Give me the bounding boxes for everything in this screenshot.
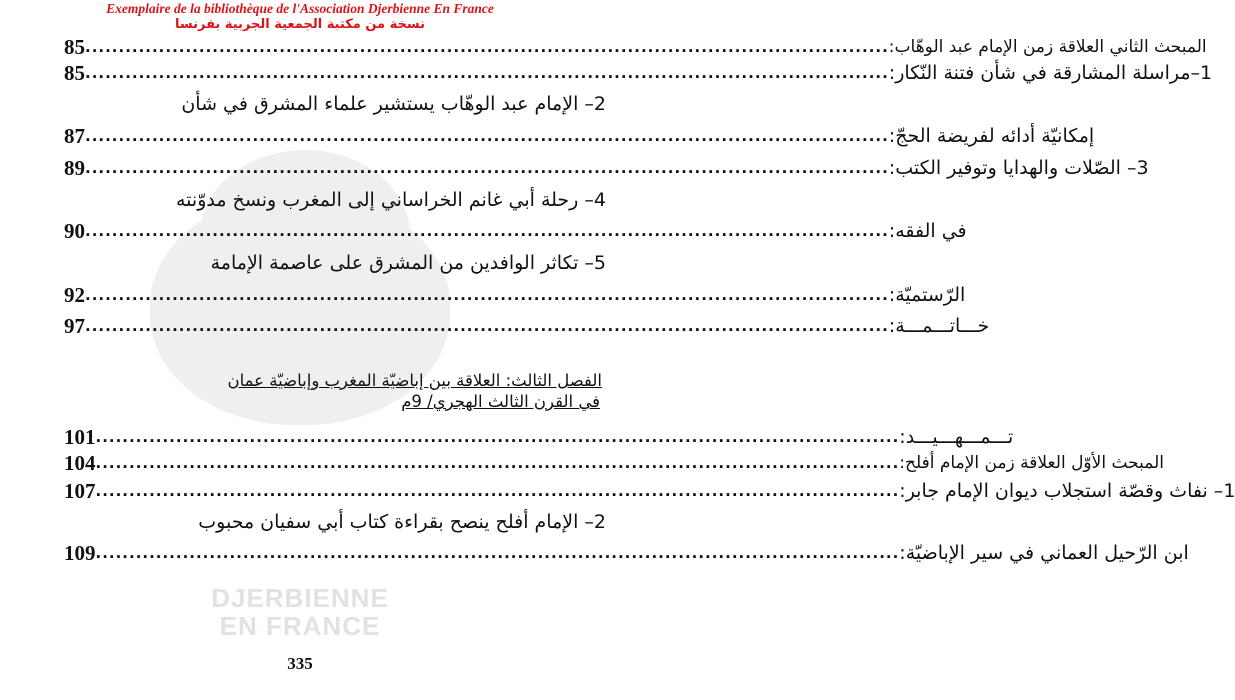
chapter-title-line1: الفصل الثالث: العلاقة بين إباضيّة المغرب وإباضيّة عمان — [227, 371, 602, 390]
toc-page-number: 101 — [64, 425, 96, 449]
toc-entry — [64, 89, 606, 119]
toc-entry — [64, 448, 1164, 478]
dot-leader — [85, 64, 889, 82]
toc-entry — [64, 153, 1149, 183]
toc-page-number: 107 — [64, 479, 96, 503]
dot-leader — [96, 544, 900, 562]
dot-leader — [96, 428, 900, 446]
toc-entry — [64, 58, 1213, 88]
toc-entry — [64, 185, 606, 215]
toc-page-number: 109 — [64, 541, 96, 565]
dot-leader — [96, 454, 900, 472]
toc-entry-title: المبحث الثاني العلاقة زمن الإمام عبد الوهّاب: — [888, 37, 1207, 57]
dot-leader — [96, 482, 900, 500]
toc-entry-title: 2– الإمام عبد الوهّاب يستشير علماء المشرق في شأن — [181, 93, 606, 115]
toc-page-number: 90 — [64, 219, 85, 243]
dot-leader — [85, 127, 889, 145]
toc-page-number: 87 — [64, 124, 85, 148]
toc-page-number: 92 — [64, 283, 85, 307]
library-watermark-ar: نسخة من مكتبة الجمعية الجربية بفرنسا — [175, 17, 425, 32]
toc-entry-title: في الفقه: — [888, 220, 967, 242]
dot-leader — [85, 222, 889, 240]
toc-page-number: 85 — [64, 35, 85, 59]
toc-entry — [64, 311, 990, 341]
dot-leader — [85, 317, 889, 335]
toc-entry-title: 4– رحلة أبي غانم الخراساني إلى المغرب ونسخ مدوّنته — [175, 189, 606, 211]
toc-entry — [64, 538, 1189, 568]
library-watermark-fr: Exemplaire de la bibliothèque de l'Association Djerbienne En France — [106, 1, 494, 16]
toc-entry-title: 5– تكاثر الوافدين من المشرق على عاصمة الإمامة — [210, 252, 606, 274]
dot-leader — [85, 38, 889, 56]
toc-entry-title: إمكانيّة أدائه لفريضة الحجّ: — [888, 125, 1095, 147]
chapter-title-line2: في القرن الثالث الهجري/ 9م — [401, 392, 600, 411]
dot-leader — [85, 286, 889, 304]
toc-page-number: 97 — [64, 314, 85, 338]
toc-entry-title: 1–مراسلة المشارقة في شأن فتنة النّكار: — [888, 62, 1213, 84]
toc-entry-title: المبحث الأوّل العلاقة زمن الإمام أفلح: — [899, 453, 1164, 473]
toc-entry — [64, 121, 1095, 151]
toc-entry-title: 2– الإمام أفلح ينصح بقراءة كتاب أبي سفيان محبوب — [198, 511, 606, 533]
toc-entry-title: تـــمـــهـــيـــد: — [899, 426, 1014, 448]
toc-entry — [64, 248, 606, 278]
toc-entry-title: ابن الرّحيل العماني في سير الإباضيّة: — [899, 542, 1189, 564]
toc-entry — [64, 216, 967, 246]
toc-entry-title: الرّستميّة: — [888, 284, 966, 306]
toc-entry-title: خـــاتـــمـــة: — [888, 315, 990, 337]
page-number: 335 — [287, 654, 313, 673]
toc-page-number: 85 — [64, 61, 85, 85]
toc-entry — [64, 476, 1235, 506]
toc-page-number: 104 — [64, 451, 96, 475]
toc-entry — [64, 507, 606, 537]
watermark-logo-text: DJERBIENNE EN FRANCE — [211, 583, 389, 641]
toc-page-number: 89 — [64, 156, 85, 180]
toc-entry-title: 1– نفاث وقصّة استجلاب ديوان الإمام جابر: — [899, 480, 1235, 502]
toc-entry — [64, 280, 966, 310]
dot-leader — [85, 159, 889, 177]
toc-entry-title: 3– الصّلات والهدايا وتوفير الكتب: — [888, 157, 1149, 179]
